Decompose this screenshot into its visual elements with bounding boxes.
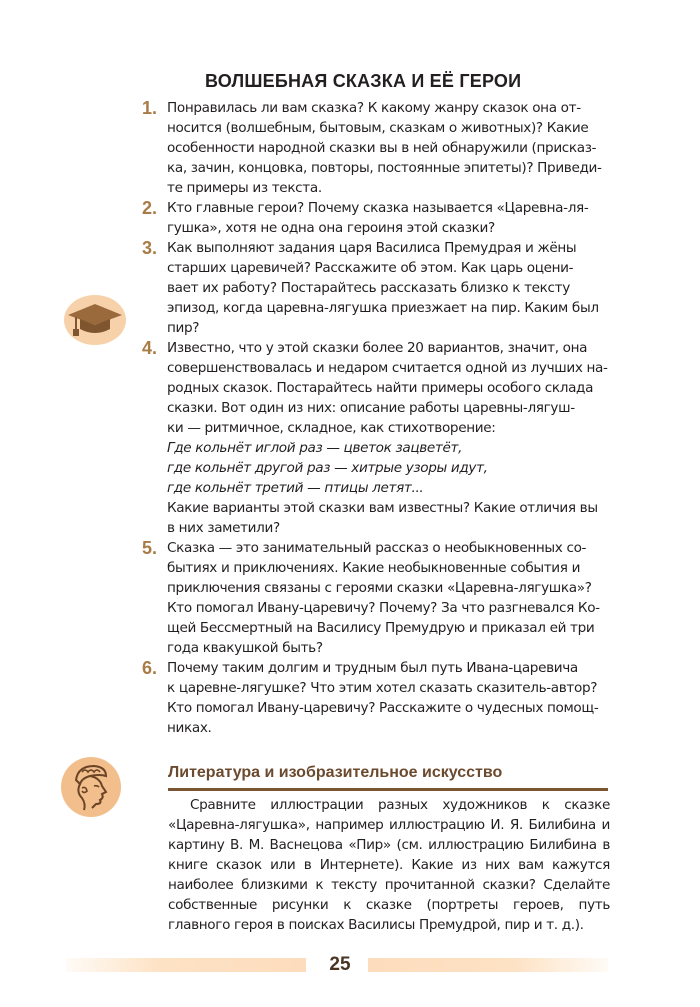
question-line: пир? bbox=[167, 320, 200, 336]
question-line: в них заметили? bbox=[167, 520, 280, 536]
question-line: к царевне-лягушке? Что этим хотел сказать сказитель-автор? bbox=[167, 680, 598, 696]
question-line: Кто помогал Ивану-царевичу? Почему? За что разгневался Ко- bbox=[167, 600, 600, 616]
question-list bbox=[142, 98, 632, 738]
question-line: щей Бессмертный на Василису Премудрую и приказал ей три bbox=[167, 620, 595, 636]
question-line: года квакушкой быть? bbox=[167, 640, 323, 656]
graduation-cap-icon bbox=[62, 291, 128, 347]
question-line: гушка», хотя не одна она героиня этой сказки? bbox=[167, 220, 495, 236]
question-text bbox=[167, 538, 632, 658]
question-line: особенности народной сказки вы в ней обнаружили (присказ- bbox=[167, 140, 597, 156]
question-line: Известно, что у этой сказки более 20 вариантов, значит, она bbox=[167, 340, 588, 356]
section-divider bbox=[168, 788, 608, 791]
question-line: Какие варианты этой сказки вам известны? Какие отличия вы bbox=[167, 500, 598, 516]
question-line: Почему таким долгим и трудным был путь Ивана-царевича bbox=[167, 660, 578, 676]
question-number: 1. bbox=[142, 98, 158, 118]
question-line: Как выполняют задания царя Василиса Премудрая и жёны bbox=[167, 240, 577, 256]
question-item bbox=[142, 538, 632, 658]
question-line: вает их работу? Постарайтесь рассказать близко к тексту bbox=[167, 280, 570, 296]
poem-line: где кольнёт другой раз — хитрые узоры идут, bbox=[167, 460, 488, 476]
page-number: 25 bbox=[329, 954, 351, 975]
question-number: 2. bbox=[142, 198, 158, 218]
question-line: приключения связаны с героями сказки «Царевна-лягушка»? bbox=[167, 580, 592, 596]
question-item bbox=[142, 658, 632, 738]
question-line: родных сказок. Постарайтесь найти примеры особого склада bbox=[167, 380, 594, 396]
question-item bbox=[142, 98, 632, 198]
questions-block bbox=[142, 98, 632, 738]
section-body: Сравните иллюстрации разных художников к сказке «Царевна-лягушка», например иллюстрацию И. Я. Билибина и картину В. М. Васнецова «Пир» (см. иллюстрацию Билибина в книге сказок или в Интернете). Какие из них вам кажутся наиболее близкими к тексту прочитанной сказки? Сделайте собственные рисунки к сказке (портреты героев, путь главного героя в поисках Василисы Премудрой, пир и т. д.). bbox=[168, 797, 610, 933]
question-item bbox=[142, 198, 632, 238]
question-number: 3. bbox=[142, 238, 158, 258]
question-number: 6. bbox=[142, 658, 158, 678]
question-text bbox=[167, 98, 632, 198]
poem-line: Где кольнёт иглой раз — цветок зацветёт, bbox=[167, 440, 463, 456]
section-title: Литература и изобразительное искусство bbox=[168, 764, 503, 781]
question-line: сказки. Вот один из них: описание работы царевны-лягуш- bbox=[167, 400, 575, 416]
question-text bbox=[167, 238, 632, 338]
page-footer bbox=[0, 953, 700, 977]
question-line: никах. bbox=[167, 720, 212, 736]
question-line: Сказка — это занимательный рассказ о необыкновенных со- bbox=[167, 540, 587, 556]
question-line: Кто главные герои? Почему сказка называется «Царевна-ля- bbox=[167, 200, 589, 216]
poem-line: где кольнёт третий — птицы летят... bbox=[167, 480, 424, 496]
art-section bbox=[168, 762, 618, 935]
question-item bbox=[142, 238, 632, 338]
question-line: бытиях и приключениях. Какие необыкновенные события и bbox=[167, 560, 581, 576]
question-line: Кто помогал Ивану-царевичу? Расскажите о чудесных помощ- bbox=[167, 700, 599, 716]
question-text bbox=[167, 198, 632, 238]
question-text bbox=[167, 338, 632, 538]
question-line: эпизод, когда царевна-лягушка приезжает на пир. Каким был bbox=[167, 300, 599, 316]
question-number: 5. bbox=[142, 538, 158, 558]
question-text bbox=[167, 658, 632, 738]
footer-decoration-right bbox=[368, 958, 608, 972]
page-title: ВОЛШЕБНАЯ СКАЗКА И ЕЁ ГЕРОИ bbox=[205, 71, 522, 91]
question-line: ки — ритмичное, складное, как стихотворение: bbox=[167, 420, 496, 436]
question-line: совершенствовалась и недаром считается одной из лучших на- bbox=[167, 360, 608, 376]
classical-head-icon bbox=[60, 756, 122, 818]
footer-decoration-left bbox=[66, 958, 306, 972]
question-line: Понравилась ли вам сказка? К какому жанру сказок она от- bbox=[167, 100, 581, 116]
question-item bbox=[142, 338, 632, 538]
question-number: 4. bbox=[142, 338, 158, 358]
question-line: те примеры из текста. bbox=[167, 180, 322, 196]
question-line: носится (волшебным, бытовым, сказкам о животных)? Какие bbox=[167, 120, 589, 136]
question-line: старших царевичей? Расскажите об этом. Как царь оцени- bbox=[167, 260, 574, 276]
question-line: ка, зачин, концовка, повторы, постоянные эпитеты)? Приведи- bbox=[167, 160, 602, 176]
